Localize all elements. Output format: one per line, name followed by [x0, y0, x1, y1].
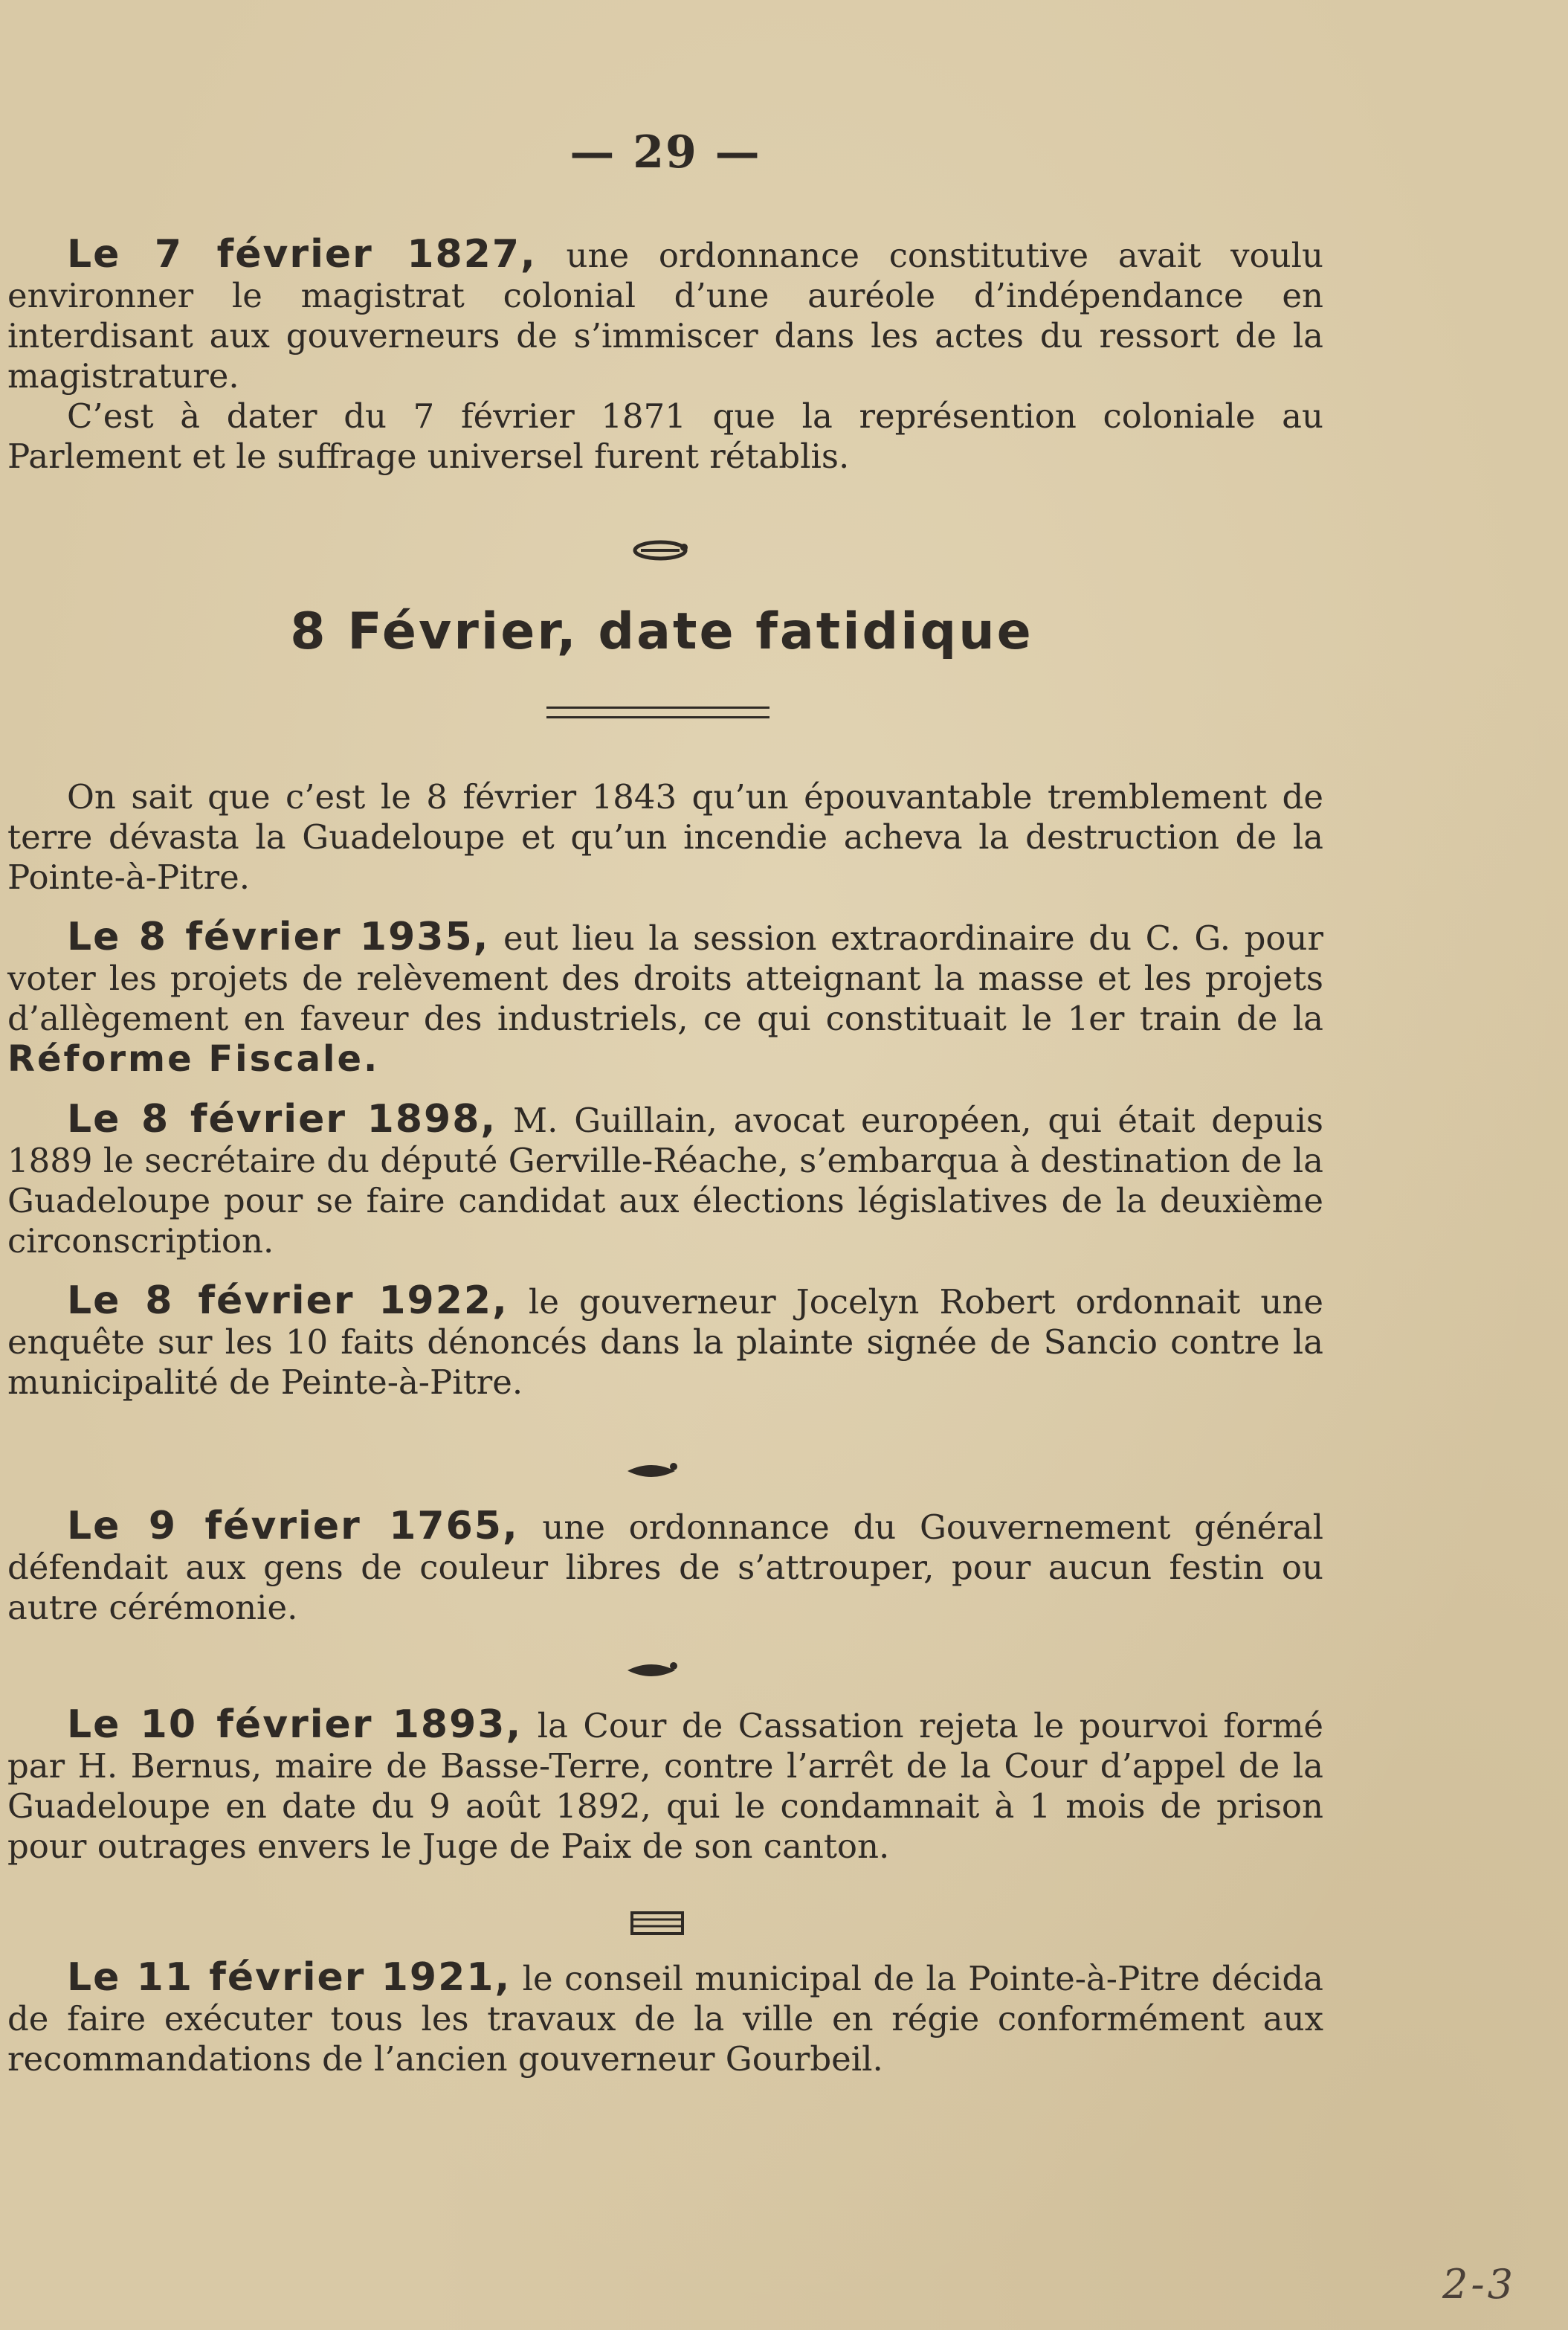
ornament-icon	[627, 1910, 687, 1937]
ornament-icon	[622, 1458, 681, 1484]
date-lead: Le 8 février 1922,	[67, 1278, 509, 1323]
text-block-2	[7, 777, 1323, 1403]
paragraph-text: le gouverneur Jocelyn Robert ordonnait une enquête sur les 10 faits dénoncés dans la plainte signée de Sancio contre la municipalité de Peinte-à-Pitre.	[7, 1282, 1324, 1402]
paragraph-1843	[7, 777, 1323, 898]
date-lead: Le 8 février 1898,	[67, 1097, 497, 1142]
paragraph-1922	[7, 1278, 1324, 1403]
section-title: 8 Février, date fatidique	[290, 602, 1033, 661]
text-block-5	[7, 1957, 1323, 2079]
paragraph-1935	[7, 917, 1323, 1080]
paragraph-1765	[7, 1506, 1323, 1628]
paragraph-text: On sait que c’est le 8 février 1843 qu’un épouvantable tremblement de terre dévasta la Guadeloupe et qu’un incendie acheva la destruction de la Pointe-à-Pitre.	[7, 777, 1323, 897]
text-block-3	[7, 1506, 1323, 1628]
paragraph-text: eut lieu la session extraordinaire du C. G. pour voter les projets de relèvement des droits atteignant la masse et les projets d’allègement en faveur des industriels, ce qui constituait le 1er train de la	[7, 918, 1324, 1038]
paragraph-text: le conseil municipal de la Pointe-à-Pitre décida de faire exécuter tous les travaux de la ville en régie conformément aux recommandations de l’ancien gouverneur Gourbeil.	[7, 1959, 1323, 2079]
date-lead: Le 8 février 1935,	[67, 915, 490, 959]
date-lead: Le 11 février 1921,	[67, 1955, 512, 2000]
text-block-1	[7, 234, 1323, 477]
paragraph-text: M. Guillain, avocat européen, qui était depuis 1889 le secrétaire du député Gerville-Réache, s’embarqua à destination de la Guadeloupe pour se faire candidat aux élections législatives de la deuxième circonscription.	[7, 1101, 1324, 1261]
paragraph-text: la Cour de Cassation rejeta le pourvoi formé par H. Bernus, maire de Basse-Terre, contre l’arrêt de la Cour d’appel de la Guadeloupe en date du 9 août 1892, qui le condamnait à 1 mois de prison pour outrages envers le Juge de Paix de son canton.	[7, 1706, 1324, 1866]
date-lead: Le 10 février 1893,	[67, 1702, 523, 1747]
date-lead: Le 9 février 1765,	[67, 1504, 519, 1548]
paragraph-1893	[7, 1702, 1324, 1867]
paragraph-text: une ordonnance constitutive avait voulu environner le magistrat colonial d’une auréole d’indépendance en interdisant aux gouverneurs de s’immiscer dans les actes du ressort de la magistrature.	[7, 236, 1324, 396]
handwritten-note: 2-3	[1442, 2261, 1516, 2308]
ornament-icon	[630, 537, 690, 564]
paragraph-text: une ordonnance du Gouvernement général défendait aux gens de couleur libres de s’attrouper, pour aucun festin ou autre cérémonie.	[7, 1507, 1323, 1627]
date-lead: Le 7 février 1827,	[67, 232, 537, 277]
text-block-4	[7, 1702, 1324, 1867]
title-double-rule	[546, 707, 770, 718]
paragraph-text: C’est à dater du 7 février 1871 que la représention coloniale au Parlement et le suffrage universel furent rétablis.	[7, 396, 1323, 476]
paragraph-1898	[7, 1099, 1323, 1261]
ornament-icon	[622, 1657, 681, 1684]
paragraph-1871	[7, 396, 1323, 477]
page-number: — 29 —	[570, 126, 761, 178]
paragraph-1827	[7, 234, 1323, 396]
reform-title: Réforme Fiscale.	[7, 1038, 380, 1080]
paragraph-1921	[7, 1957, 1323, 2079]
